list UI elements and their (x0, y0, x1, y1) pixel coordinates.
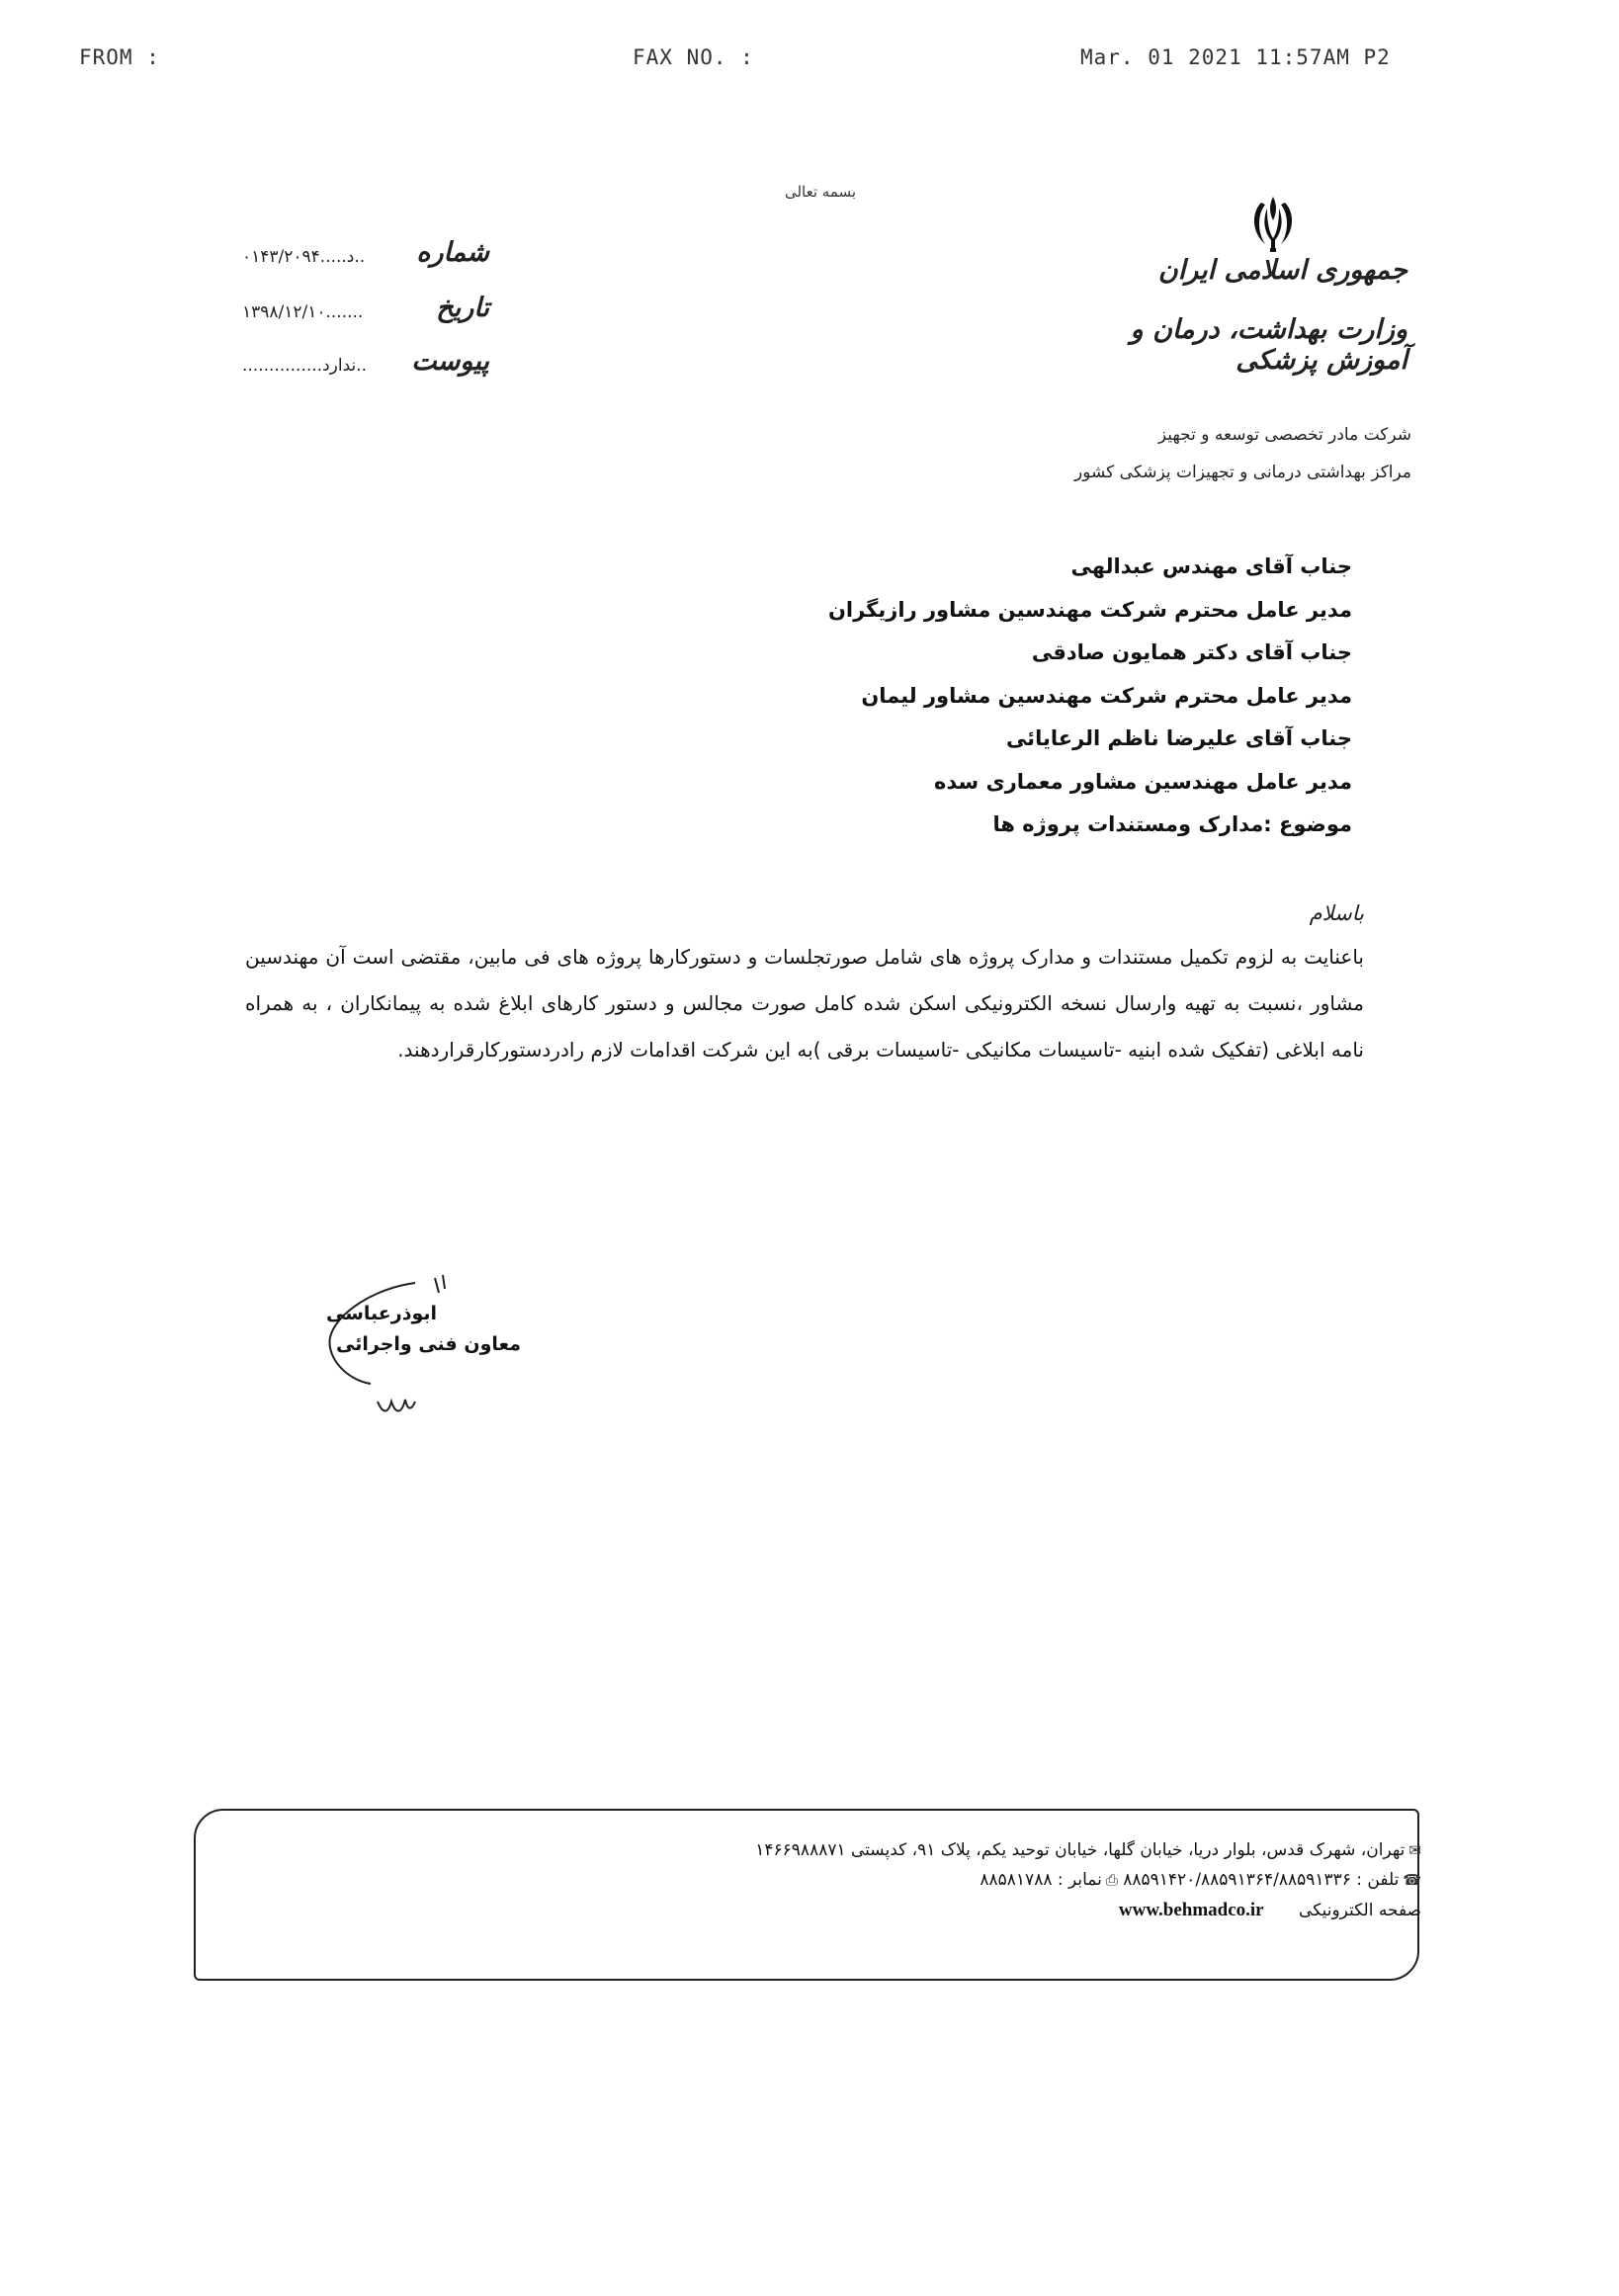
fax-icon: ⎙ (1105, 1871, 1118, 1889)
ministry-country-line: جمهوری اسلامی ایران (1157, 255, 1407, 286)
footer-web-line (1119, 1900, 1421, 1921)
greeting: باسلام (1309, 901, 1364, 925)
recipient-block (561, 546, 1352, 847)
letter-number-row (242, 237, 489, 275)
company-name-line-1: شرکت مادر تخصصی توسعه و تجهیز (1157, 425, 1411, 445)
ministry-name-line: وزارت بهداشت، درمان و آموزش پزشکی (1130, 314, 1407, 376)
recipient-line: جناب آقای مهندس عبدالهی (1070, 554, 1352, 578)
letter-attachment-value: ...............ندارد.. (242, 356, 368, 376)
letter-date-value: ۱۳۹۸/۱۲/۱۰....... (242, 302, 364, 322)
recipient-line: مدیر عامل مهندسین مشاور معماری سده (933, 769, 1352, 794)
recipient-line: مدیر عامل محترم شرکت مهندسین مشاور لیمان (861, 683, 1352, 708)
footer-fax-label: نمابر : (1057, 1870, 1102, 1890)
recipient-line: مدیر عامل محترم شرکت مهندسین مشاور رازیگران (828, 597, 1352, 622)
basmala: بسمه تعالی (784, 183, 857, 201)
letter-date-row (242, 293, 489, 330)
footer-phone-line (980, 1870, 1421, 1890)
footer-phone: ۸۸۵۹۱۴۲۰/۸۸۵۹۱۳۶۴/۸۸۵۹۱۳۳۶ (1123, 1870, 1351, 1890)
footer-address-line (755, 1840, 1421, 1860)
footer-website-link[interactable]: www.behmadco.ir (1118, 1900, 1264, 1920)
fax-datetime: Mar. 01 2021 11:57AM P2 (1080, 45, 1391, 69)
fax-from-label: FROM : (79, 45, 160, 69)
letter-attachment-row (242, 346, 489, 383)
phone-icon: ☎ (1403, 1871, 1421, 1889)
footer-phone-label: تلفن : (1356, 1870, 1400, 1890)
footer-fax: ۸۸۵۸۱۷۸۸ (980, 1870, 1053, 1890)
letter-date-label: تاریخ (436, 293, 489, 323)
footer-web-label: صفحه الکترونیکی (1299, 1901, 1421, 1920)
letter-attachment-label: پیوست (411, 346, 489, 377)
signatory-title: معاون فنی واجرائی (336, 1333, 522, 1355)
letter-number-label: شماره (416, 237, 489, 268)
subject-line: موضوع :مدارک ومستندات پروژه ها (992, 812, 1352, 836)
envelope-icon: ✉ (1408, 1841, 1421, 1859)
fax-number-label: FAX NO. : (633, 45, 754, 69)
company-name-line-2: مراکز بهداشتی درمانی و تجهیزات پزشکی کشور (1074, 463, 1411, 482)
letter-number-value: ۰۱۴۳/۲۰۹۴.....د.. (242, 247, 366, 267)
footer-box (194, 1809, 1419, 1981)
footer-address: تهران، شهرک قدس، بلوار دریا، خیابان گلها، خیابان توحید یکم، پلاک ۹۱، کدپستی ۱۴۶۶۹۸۸۸۷۱ (755, 1840, 1406, 1860)
iran-emblem-icon (1243, 193, 1303, 254)
recipient-line: جناب آقای علیرضا ناظم الرعایائی (1005, 726, 1352, 750)
letter-body: باعنایت به لزوم تکمیل مستندات و مدارک پروژه های شامل صورتجلسات و دستورکارها پروژه های فی مابین، مقتضی است آن مهندسین مشاور ،نسبت به تهیه وارسال نسخه الکترونیکی اسکن شده کامل صورت مجالس و دستور کارهای ابلاغ شده به پیمانکاران ، به همراه نامه ابلاغی (تفکیک شده ابنیه -تاسیسات مکانیکی -تاسیسات برقی )به این شرکت اقدامات لازم رادردستورکارقراردهند. (245, 945, 1364, 1062)
recipient-line: جناب آقای دکتر همایون صادقی (1031, 640, 1352, 664)
signatory-name: ابوذرعباسی (326, 1303, 438, 1324)
